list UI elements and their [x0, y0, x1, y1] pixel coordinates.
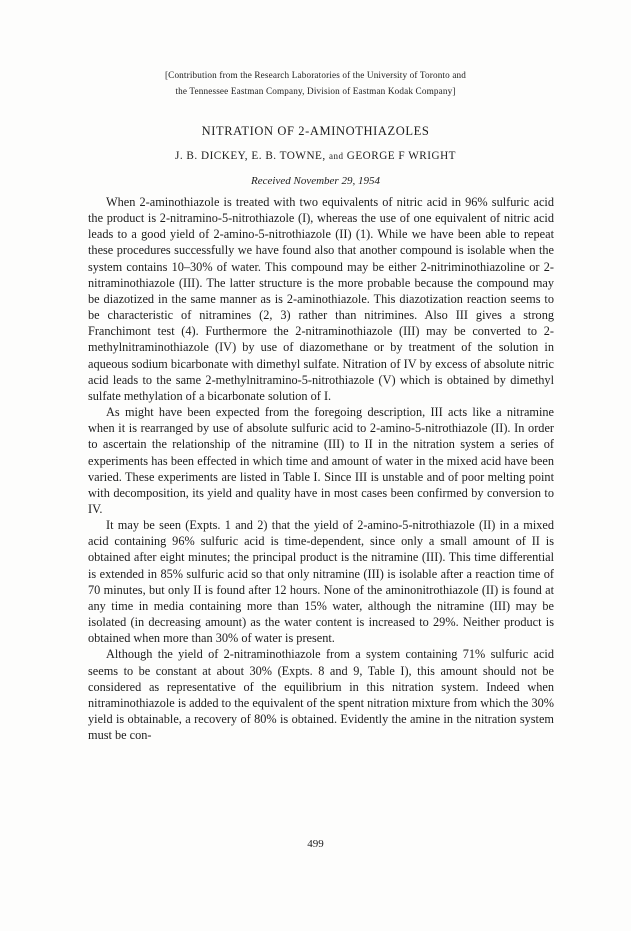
authors-first: J. B. DICKEY, E. B. TOWNE,	[174, 150, 326, 162]
header-line-1: [Contribution from the Research Laboratories of the University of Toronto and	[164, 70, 467, 80]
authors-last: GEORGE F WRIGHT	[346, 150, 456, 162]
article-title: NITRATION OF 2-AMINOTHIAZOLES	[201, 124, 430, 138]
header-line-2: the Tennessee Eastman Company, Division of Eastman Kodak Company]	[175, 86, 456, 96]
author-line	[60, 150, 571, 162]
paragraph-3: It may be seen (Expts. 1 and 2) that the yield of 2-amino-5-nitrothiazole (II) in a mixed acid containing 96% sulfuric acid is time-dependent, since only a small amount of II is obtained after eight minutes; the principal product is the nitramine (III). This time differential is extended in 85% sulfuric acid so that only nitramine (III) is isolable after a reaction time of 70 minutes, but only II is found after 12 hours. None of the aminonitrothiazole (II) is found at any time in media containing more than 15% water, although the nitramine (III) may be isolated (in decreasing amount) as the water content is increased to 29%. Neither product is obtained when more than 30% of water is present.	[88, 518, 554, 646]
paragraph-2: As might have been expected from the foregoing description, III acts like a nitramine when it is rearranged by use of absolute sulfuric acid to 2-amino-5-nitrothiazole (II). In order to ascertain the relationship of the nitramine (III) to II in the nitration system a series of experiments has been effected in which time and amount of water in the mixed acid have been varied. These experiments are listed in Table I. Since III is unstable and of poor melting point with decomposition, its yield and quality have in most cases been confirmed by conversion to IV.	[88, 405, 554, 516]
article-body	[88, 194, 554, 743]
contribution-header	[60, 67, 571, 99]
page-number: 499	[307, 838, 324, 850]
paragraph-1: When 2-aminothiazole is treated with two equivalents of nitric acid in 96% sulfuric acid the product is 2-nitramino-5-nitrothiazole (I), whereas the use of one equivalent of nitric acid leads to a good yield of 2-amino-5-nitrothiazole (II) (1). While we have been able to repeat these procedures successfully we have found also that another compound is isolable when the system contains 10–30% of water. This compound may be either 2-nitriminothiazoline or 2-nitraminothiazole (III). The latter structure is the more probable because the compound may be diazotized in the same manner as is 2-aminothiazole. This diazotization reaction seems to be characteristic of nitramines (2, 3) rather than nitrimines. Also III gives a strong Franchimont test (4). Furthermore the 2-nitraminothiazole (III) may be converted to 2-methylnitraminothiazole (IV) by use of diazomethane or by treatment of the solution in aqueous sodium bicarbonate with dimethyl sulfate. Nitration of IV by excess of absolute nitric acid leads to the same 2-methylnitramino-5-nitrothiazole (V) which is obtained by dimethyl sulfate methylation of a bicarbonate solution of I.	[88, 195, 554, 403]
received-date: Received November 29, 1954	[251, 175, 380, 187]
authors-and: and	[328, 151, 344, 161]
paragraph-4: Although the yield of 2-nitraminothiazole from a system containing 71% sulfuric acid seems to be constant at about 30% (Expts. 8 and 9, Table I), this amount should not be considered as representative of the equilibrium in this nitration system. Indeed when nitraminothiazole is added to the equivalent of the spent nitration mixture from which the 30% yield is obtainable, a recovery of 80% is obtained. Evidently the amine in the nitration system must be con-	[88, 647, 554, 743]
